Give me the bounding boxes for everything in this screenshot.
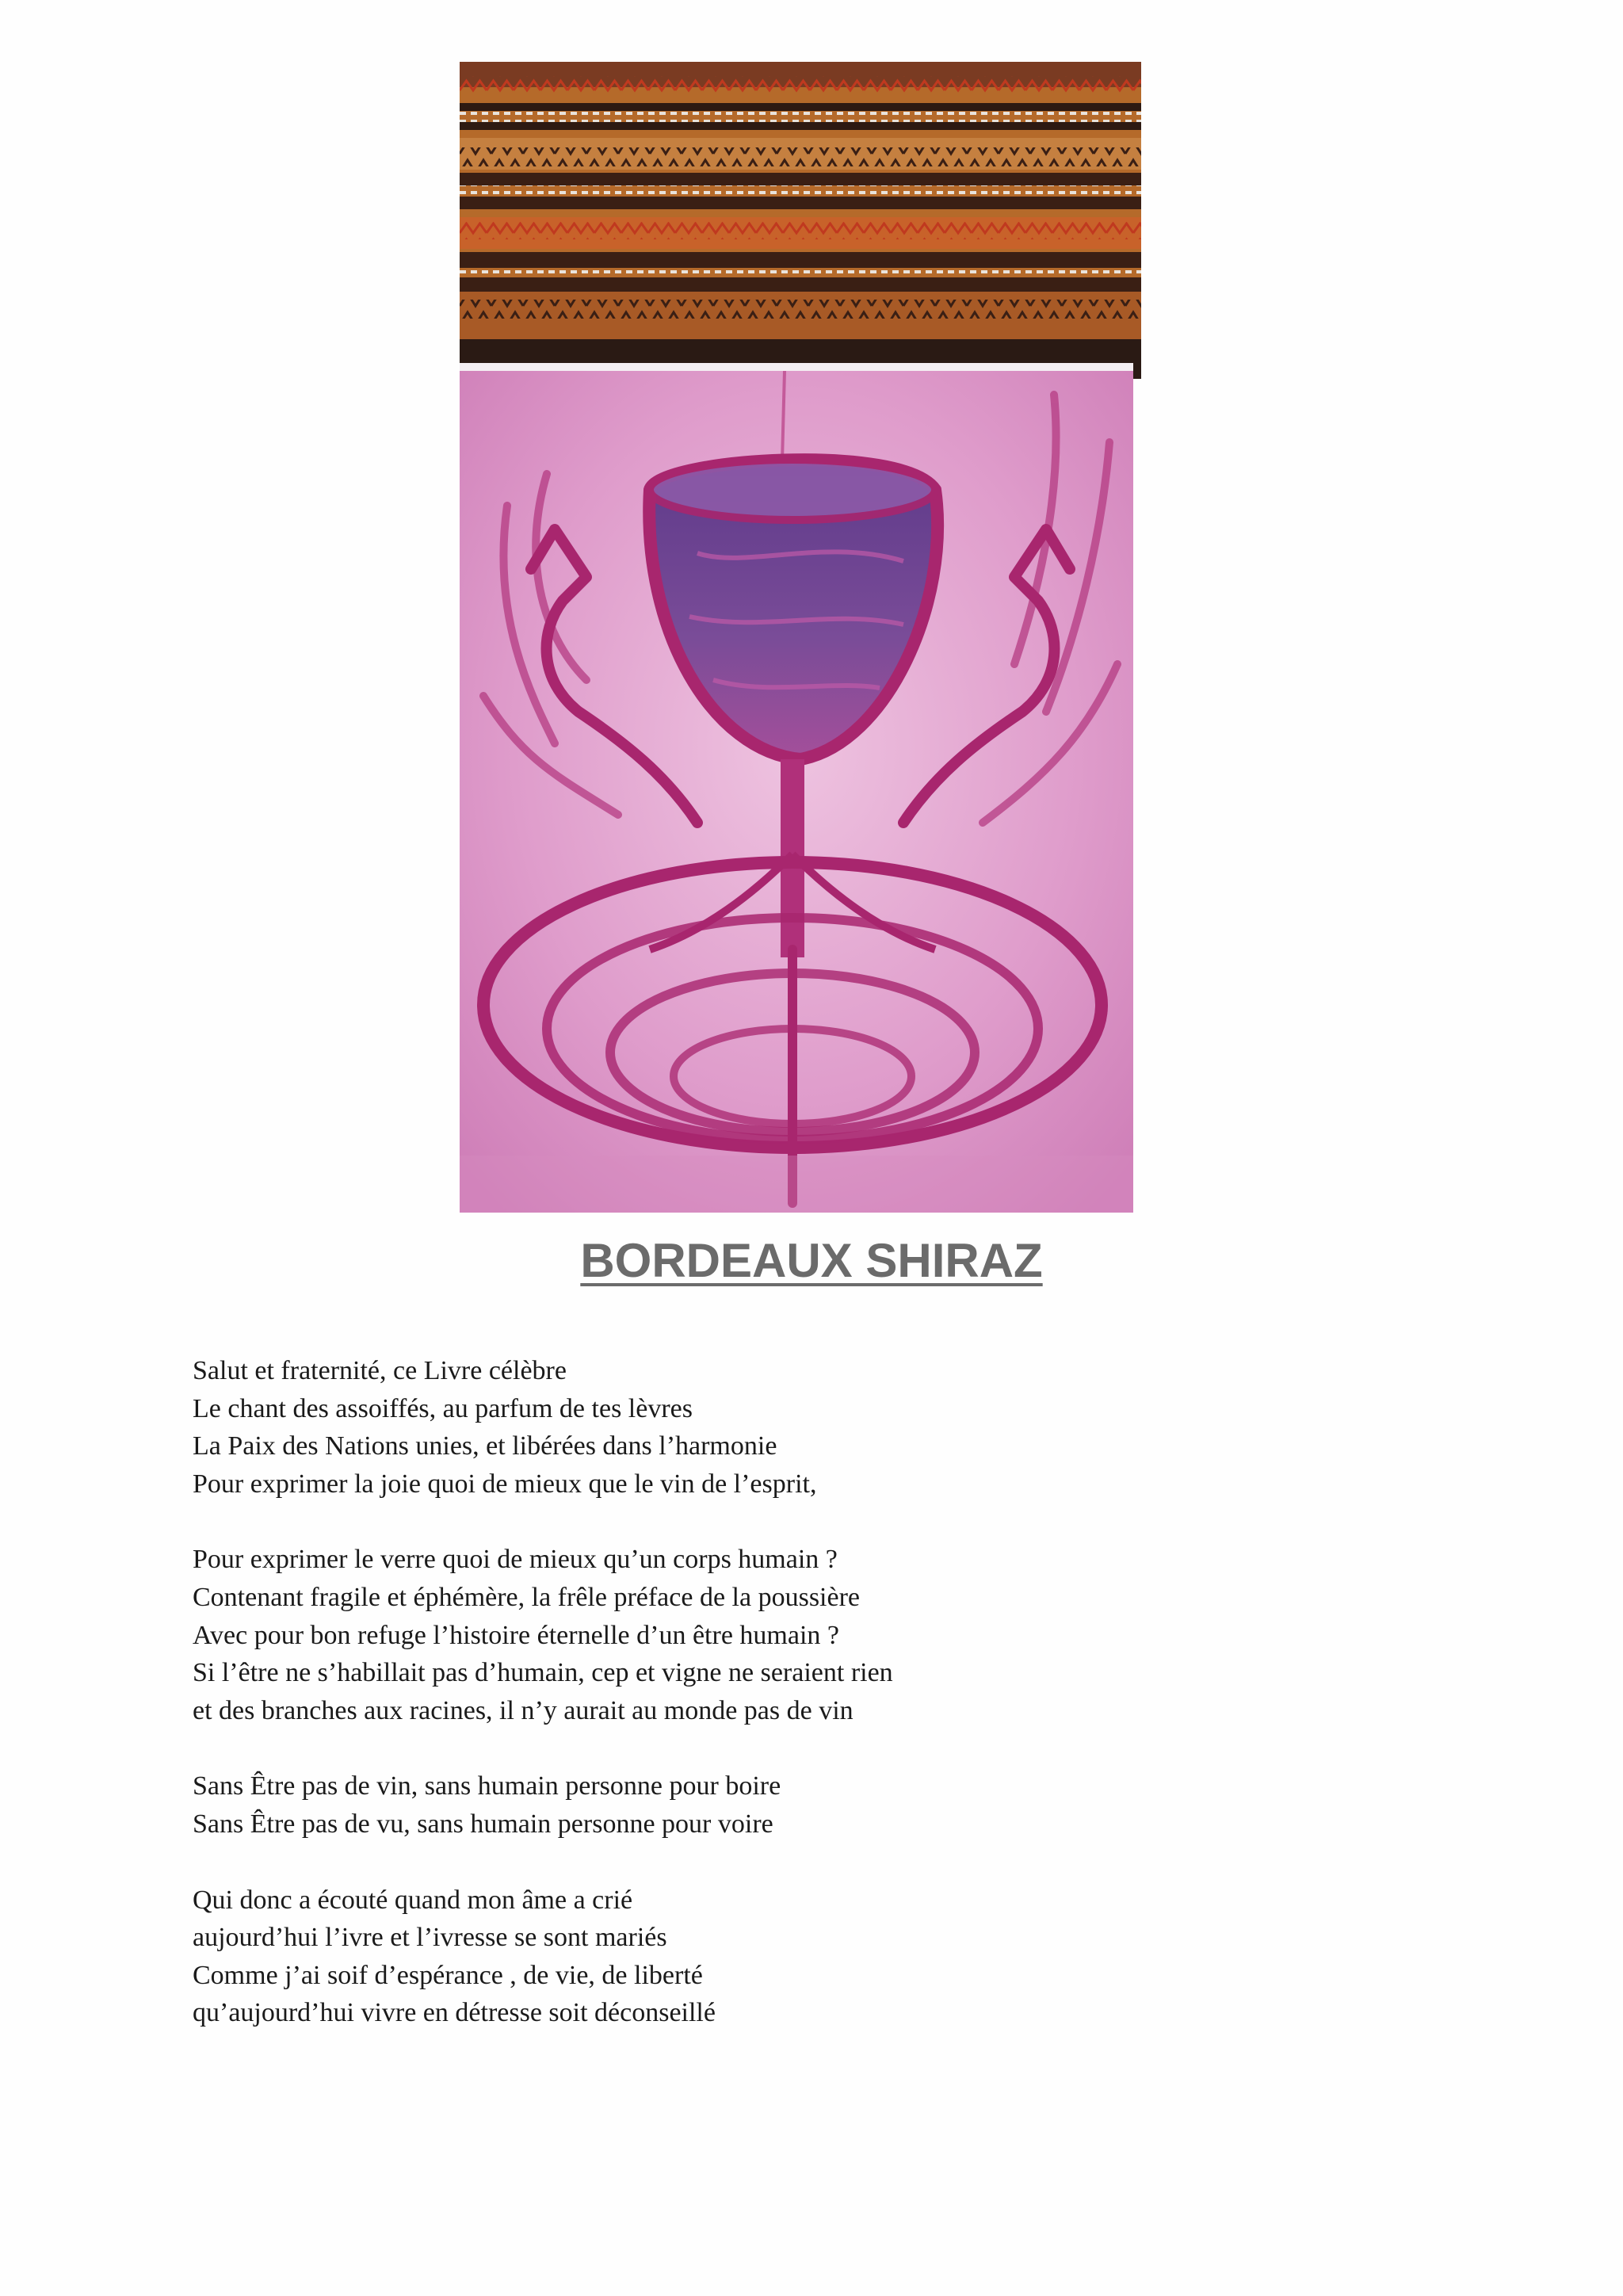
painting: [460, 363, 1133, 1213]
poem-line: Comme j’ai soif d’espérance , de vie, de liberté: [193, 1960, 703, 1990]
poem-line: Le chant des assoiffés, au parfum de tes lèvres: [193, 1393, 693, 1423]
stanza-4: [193, 1881, 1381, 2032]
page-title: [0, 1233, 1623, 1288]
title-text: BORDEAUX SHIRAZ: [580, 1234, 1043, 1287]
poem-line: Sans Être pas de vu, sans humain personne pour voire: [193, 1809, 773, 1839]
painting-photo: [460, 62, 1141, 1213]
poem-line: Sans Être pas de vin, sans humain personne pour boire: [193, 1771, 781, 1801]
poem-line: Si l’être ne s’habillait pas d’humain, cep et vigne ne seraient rien: [193, 1658, 893, 1688]
poem-line: Contenant fragile et éphémère, la frêle préface de la poussière: [193, 1582, 860, 1612]
poem-line: aujourd’hui l’ivre et l’ivresse se sont mariés: [193, 1923, 667, 1953]
poem-line: et des branches aux racines, il n’y aurait au monde pas de vin: [193, 1695, 854, 1725]
poem-line: Avec pour bon refuge l’histoire éternelle d’un être humain ?: [193, 1620, 839, 1650]
poem-line: qu’aujourd’hui vivre en détresse soit déconseillé: [193, 1998, 716, 2028]
stanza-3: [193, 1767, 1381, 1843]
rug-background: [460, 62, 1141, 379]
poem-line: Pour exprimer le verre quoi de mieux qu’un corps humain ?: [193, 1545, 838, 1575]
poem-line: Qui donc a écouté quand mon âme a crié: [193, 1885, 633, 1915]
poem-line: Pour exprimer la joie quoi de mieux que le vin de l’esprit,: [193, 1469, 817, 1499]
poem-line: La Paix des Nations unies, et libérées dans l’harmonie: [193, 1431, 777, 1461]
poem-line: Salut et fraternité, ce Livre célèbre: [193, 1356, 567, 1385]
stanza-1: [193, 1352, 1381, 1503]
poem: [193, 1352, 1381, 2070]
stanza-2: [193, 1541, 1381, 1729]
